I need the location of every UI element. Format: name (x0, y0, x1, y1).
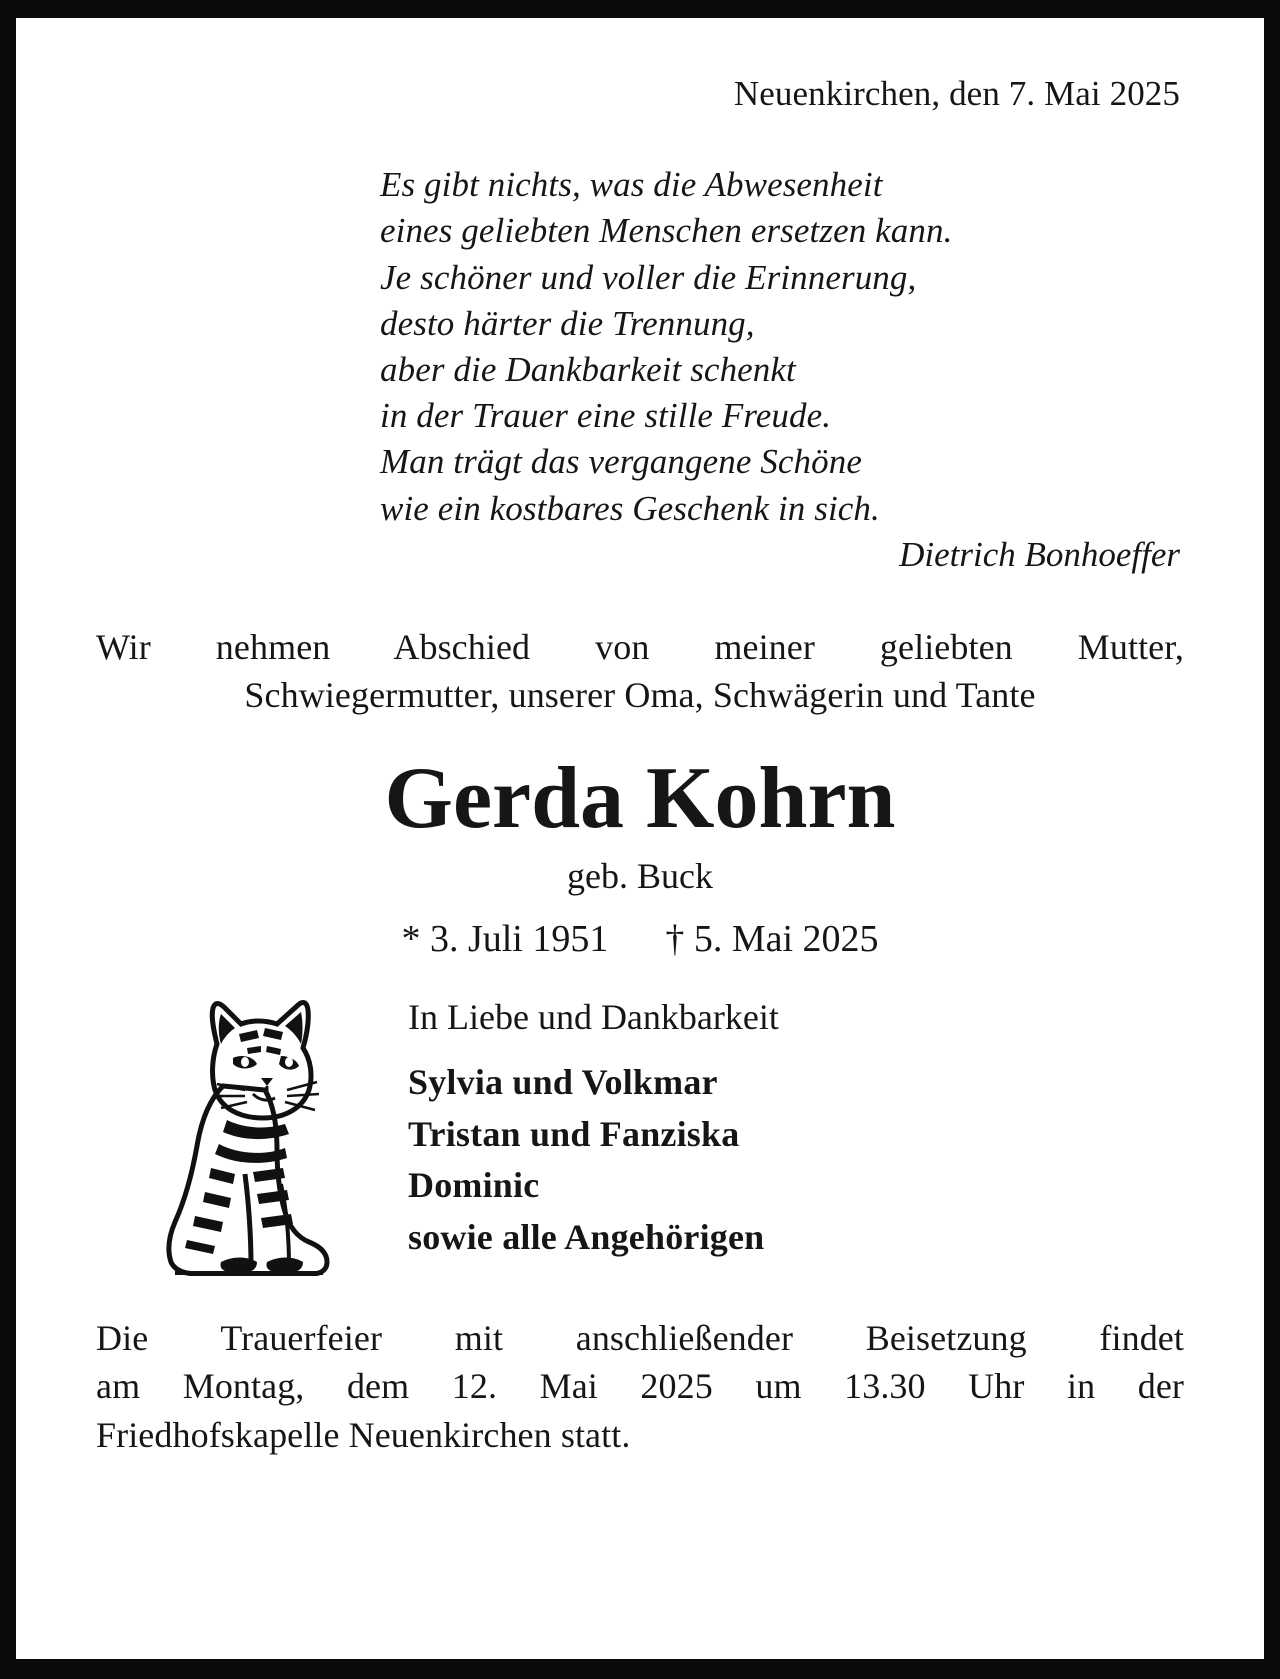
funeral-details-line-3: Friedhofskapelle Neuenkirchen statt. (96, 1414, 631, 1455)
sitting-cat-icon (161, 994, 331, 1276)
family-name-line: sowie alle Angehörigen (408, 1217, 765, 1258)
place-and-date-line: Neuenkirchen, den 7. Mai 2025 (733, 74, 1180, 113)
deceased-full-name: Gerda Kohrn (384, 749, 896, 847)
deceased-maiden-name: geb. Buck (567, 856, 713, 897)
deceased-life-dates: * 3. Juli 1951 † 5. Mai 2025 (401, 917, 879, 960)
poem-attribution: Dietrich Bonhoeffer (899, 534, 1180, 574)
poem-line-8: wie ein kostbares Geschenk in sich. (380, 488, 880, 528)
poem-line-5: aber die Dankbarkeit schenkt (380, 350, 796, 389)
poem-line-6: in der Trauer eine stille Freude. (380, 396, 832, 436)
poem-line-1: Es gibt nichts, was die Abwesenheit (380, 165, 883, 205)
poem-line-3: Je schöner und voller die Erinnerung, (380, 257, 917, 297)
funeral-details-paragraph (96, 1314, 1184, 1459)
poem-line-2: eines geliebten Menschen ersetzen kann. (380, 211, 953, 251)
introduction-line-2: Schwiegermutter, unserer Oma, Schwägerin und Tante (244, 674, 1036, 715)
family-name-line: Tristan und Fanziska (408, 1113, 740, 1154)
funeral-details-line-1: Die Trauerfeier mit anschließender Beisetzung findet (96, 1318, 1184, 1359)
introduction-line-1: Wir nehmen Abschied von meiner geliebten Mutter, (96, 626, 1184, 667)
family-signature-cell (396, 988, 1184, 1264)
poem-line-7: Man trägt das vergangene Schöne (380, 442, 862, 482)
introduction-paragraph (96, 624, 1184, 720)
poem-line-4: desto härter die Trennung, (380, 303, 755, 343)
family-name-line: Sylvia und Volkmar (408, 1061, 718, 1102)
tribute-row (96, 988, 1184, 1276)
funeral-details-line-2: am Montag, dem 12. Mai 2025 um 13.30 Uhr in der (96, 1366, 1184, 1407)
family-name-line: Dominic (408, 1165, 540, 1206)
obituary-notice-card (16, 18, 1264, 1659)
illustration-cell (96, 988, 396, 1276)
tribute-lead-line: In Liebe und Dankbarkeit (408, 997, 779, 1038)
memorial-poem (96, 162, 1184, 532)
deceased-name-block (96, 749, 1184, 963)
